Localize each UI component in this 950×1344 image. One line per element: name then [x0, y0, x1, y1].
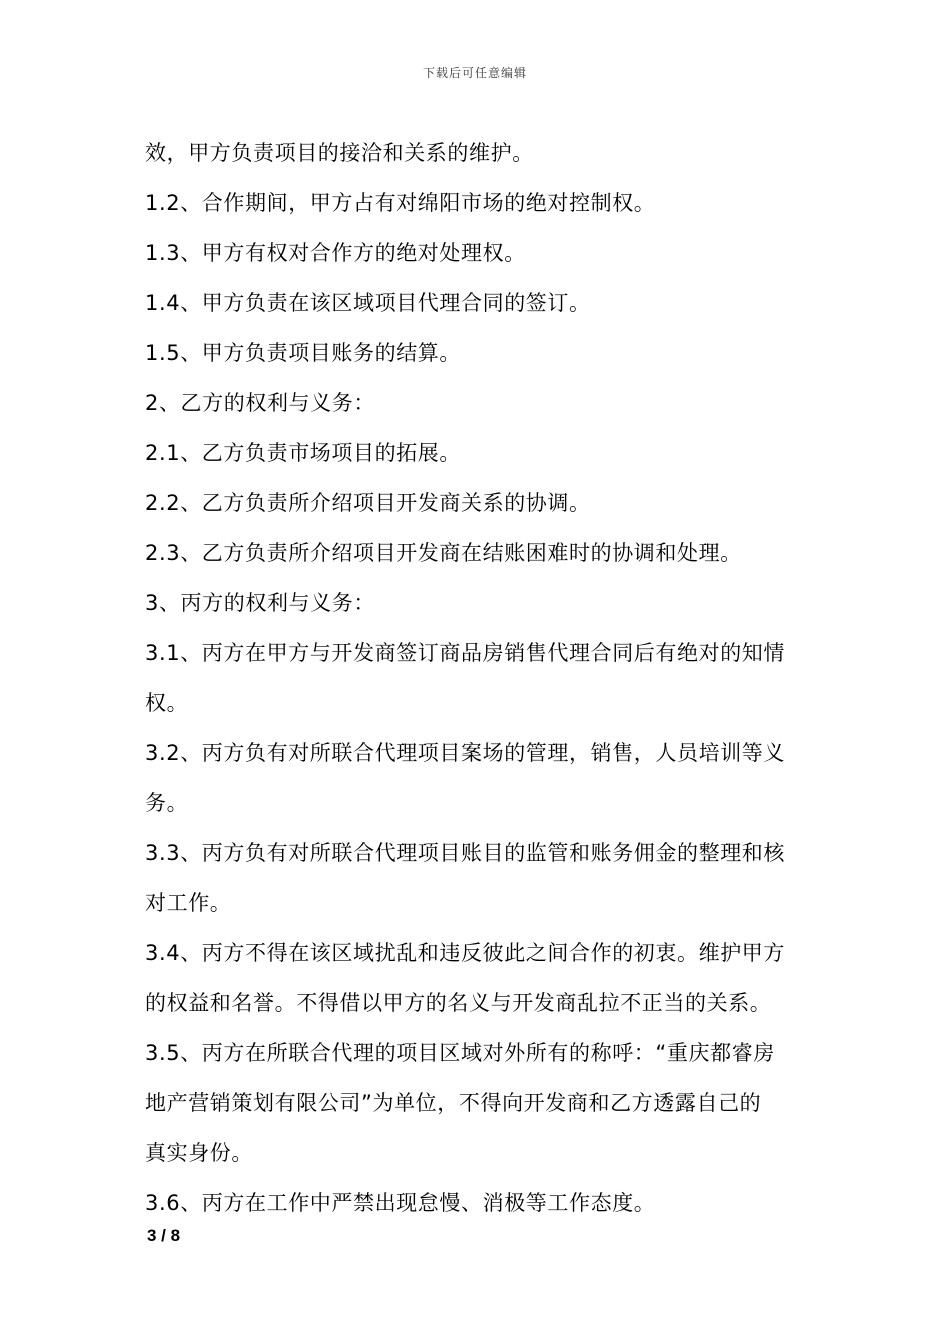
text-line: 务。 [145, 791, 189, 815]
text-line: 1.2、合作期间，甲方占有对绵阳市场的绝对控制权。 [145, 191, 656, 215]
text-line: 3.6、丙方在工作中严禁出现怠慢、消极等工作态度。 [145, 1191, 656, 1215]
text-line: 1.3、甲方有权对合作方的绝对处理权。 [145, 241, 526, 265]
text-line: 3.3、丙方负有对所联合代理项目账目的监管和账务佣金的整理和核 [145, 841, 785, 865]
text-line: 2.3、乙方负责所介绍项目开发商在结账困难时的协调和处理。 [145, 541, 742, 565]
text-line: 的权益和名誉。不得借以甲方的名义与开发商乱拉不正当的关系。 [145, 991, 772, 1015]
text-line: 3.4、丙方不得在该区域扰乱和违反彼此之间合作的初衷。维护甲方 [145, 941, 785, 965]
text-line: 真实身份。 [145, 1141, 253, 1165]
page-header: 下载后可任意编辑 [422, 66, 527, 80]
text-line: 2.1、乙方负责市场项目的拓展。 [145, 441, 461, 465]
section-heading: 2、乙方的权利与义务： [145, 391, 375, 415]
text-line: 1.4、甲方负责在该区域项目代理合同的签订。 [145, 291, 591, 315]
text-line: 地产营销策划有限公司”为单位，不得向开发商和乙方透露自己的 [145, 1091, 762, 1115]
section-heading: 3、丙方的权利与义务： [145, 591, 375, 615]
page-number: 3 / 8 [147, 1226, 181, 1245]
text-line: 2.2、乙方负责所介绍项目开发商关系的协调。 [145, 491, 591, 515]
text-line: 3.5、丙方在所联合代理的项目区域对外所有的称呼：“重庆都睿房 [145, 1041, 775, 1065]
text-line: 1.5、甲方负责项目账务的结算。 [145, 341, 461, 365]
text-line: 对工作。 [145, 891, 232, 915]
text-line: 权。 [145, 691, 189, 715]
text-line: 3.1、丙方在甲方与开发商签订商品房销售代理合同后有绝对的知情 [145, 641, 785, 665]
text-line: 效，甲方负责项目的接洽和关系的维护。 [145, 141, 534, 165]
document-body [145, 128, 810, 1228]
text-line: 3.2、丙方负有对所联合代理项目案场的管理，销售，人员培训等义 [145, 741, 785, 765]
